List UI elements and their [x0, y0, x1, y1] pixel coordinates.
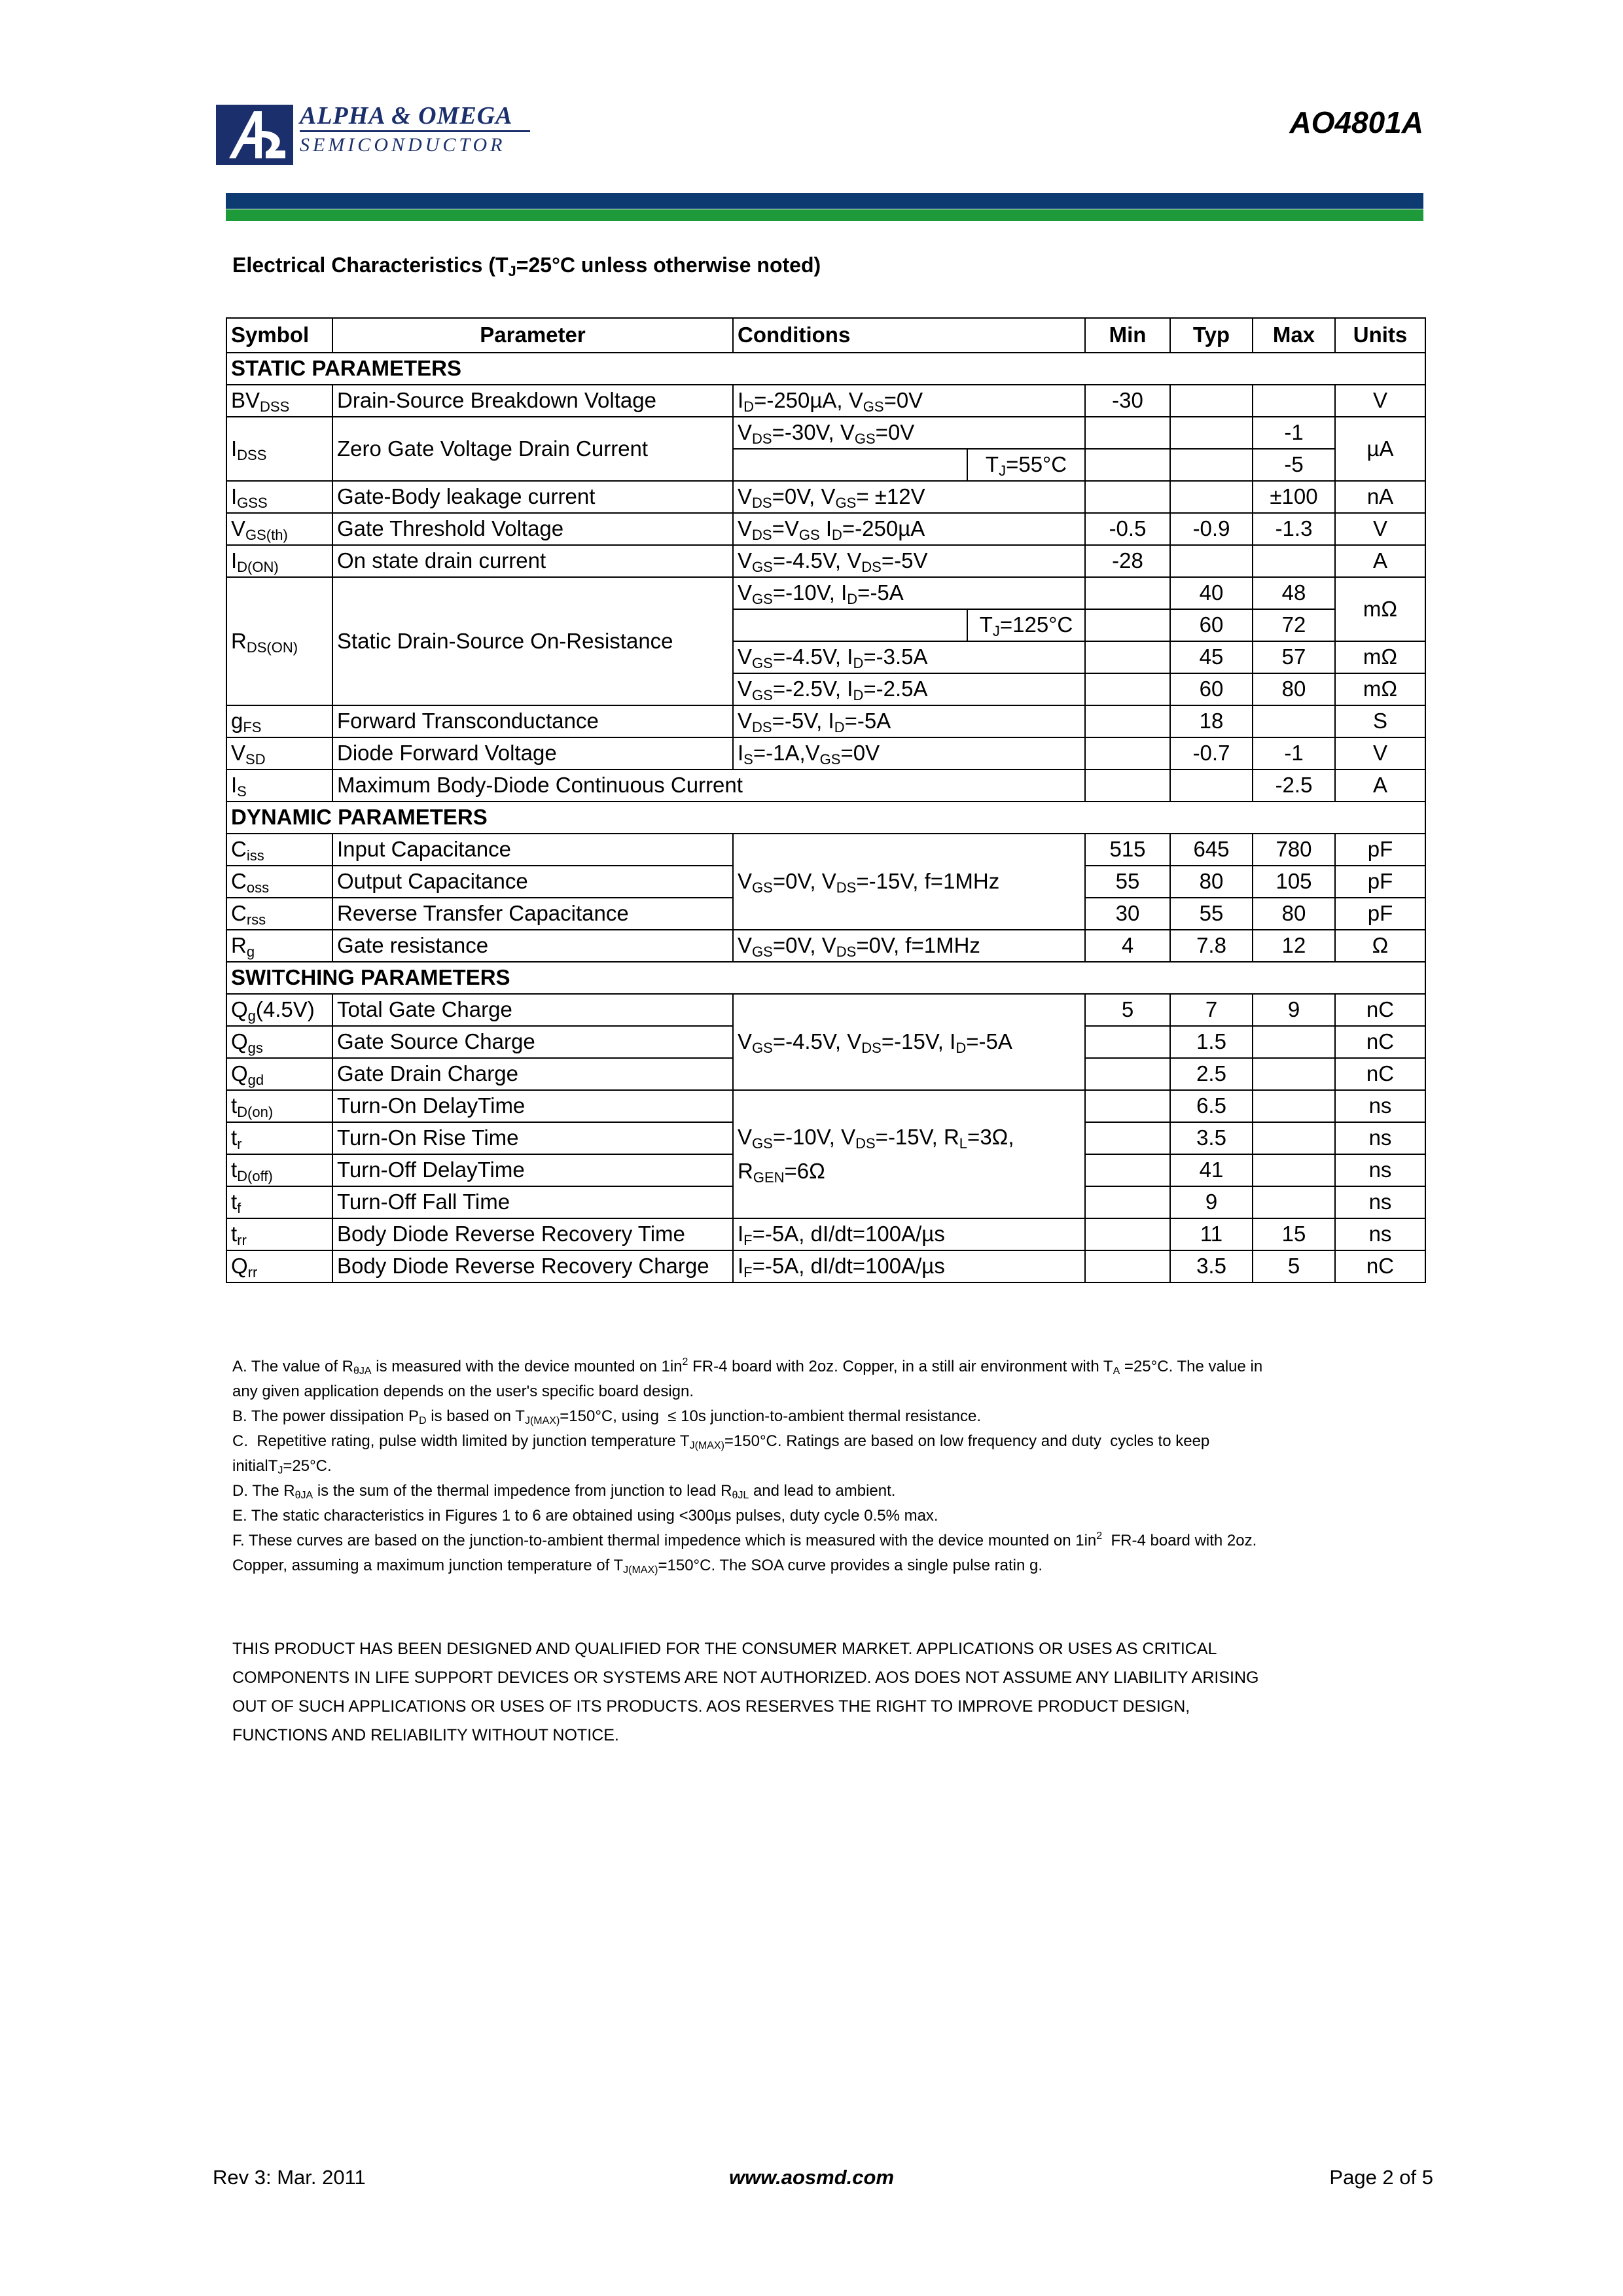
max-cell: 5 — [1253, 1250, 1335, 1282]
condition-cell: $V_{GS}=-10V$, $V_{DS}=-15V$, $R_L=3\Omega$, $R_{GEN}=6\Omega$ — [733, 1090, 1085, 1218]
unit-cell: S — [1335, 705, 1425, 737]
condition-cell: $V_{GS}=0V$, $V_{DS}=-15V$, f=1MHz — [733, 834, 1085, 930]
table-row — [226, 705, 1425, 737]
condition-cell: $T_J=55^\circ C$ — [967, 449, 1085, 481]
parameter-cell: Turn-On Rise Time — [332, 1122, 733, 1154]
max-cell: 80 — [1253, 673, 1335, 705]
min-cell — [1085, 577, 1170, 609]
table-row — [226, 417, 1425, 449]
max-cell — [1253, 1122, 1335, 1154]
typ-cell: 645 — [1170, 834, 1253, 866]
typ-cell: 11 — [1170, 1218, 1253, 1250]
unit-cell: A — [1335, 769, 1425, 802]
typ-cell: 45 — [1170, 641, 1253, 673]
symbol-cell: $V_{GS(th)}$ — [226, 513, 332, 545]
electrical-characteristics-table — [226, 317, 1426, 1283]
header-band-green — [226, 209, 1423, 221]
typ-cell — [1170, 449, 1253, 481]
parameter-cell: Turn-Off Fall Time — [332, 1186, 733, 1218]
unit-cell: pF — [1335, 834, 1425, 866]
parameter-cell: Gate-Body leakage current — [332, 481, 733, 513]
typ-cell — [1170, 385, 1253, 417]
max-cell: 57 — [1253, 641, 1335, 673]
parameter-cell: Input Capacitance — [332, 834, 733, 866]
symbol-cell: $Q_g(4.5V)$ — [226, 994, 332, 1026]
symbol-cell: $C_{iss}$ — [226, 834, 332, 866]
symbol-cell: $t_{D(off)}$ — [226, 1154, 332, 1186]
typ-cell: 2.5 — [1170, 1058, 1253, 1090]
symbol-cell: $R_{DS(ON)}$ — [226, 577, 332, 705]
min-cell: 515 — [1085, 834, 1170, 866]
parameter-cell: Drain-Source Breakdown Voltage — [332, 385, 733, 417]
note-d: D. The $R_{\theta JA}$ is the sum of the thermal impedence from junction to lead $R_{\theta JL}$ and lead to ambient. — [232, 1482, 896, 1501]
parameter-cell: Static Drain-Source On-Resistance — [332, 577, 733, 705]
note-e: E. The static characteristics in Figures 1 to 6 are obtained using <300µs pulses, duty cycle 0.5% max. — [232, 1507, 938, 1525]
parameter-cell: Body Diode Reverse Recovery Charge — [332, 1250, 733, 1282]
unit-cell: mΩ — [1335, 641, 1425, 673]
min-cell — [1085, 1154, 1170, 1186]
unit-cell: Ω — [1335, 930, 1425, 962]
parameter-cell: Forward Transconductance — [332, 705, 733, 737]
symbol-cell: $R_g$ — [226, 930, 332, 962]
alpha-omega-logo-icon — [216, 105, 293, 165]
min-cell — [1085, 1026, 1170, 1058]
condition-cell: $V_{DS}=-5V$, $I_D=-5A$ — [733, 705, 1085, 737]
min-cell — [1085, 1250, 1170, 1282]
symbol-cell: $BV_{DSS}$ — [226, 385, 332, 417]
note-f-cont: Copper, assuming a maximum junction temperature of $T_{J(MAX)}=150^\circ C$. The SOA curve provides a single pulse ratin g. — [232, 1557, 1043, 1576]
table-row — [226, 994, 1425, 1026]
table-header-row — [226, 318, 1425, 353]
max-cell — [1253, 705, 1335, 737]
footer-page-number: Page 2 of 5 — [1329, 2166, 1433, 2189]
logo-divider — [300, 130, 530, 132]
condition-blank-cell — [733, 449, 967, 481]
min-cell: -0.5 — [1085, 513, 1170, 545]
unit-cell: mΩ — [1335, 577, 1425, 641]
typ-cell: 1.5 — [1170, 1026, 1253, 1058]
header-band-blue — [226, 193, 1423, 209]
symbol-cell: $t_{D(on)}$ — [226, 1090, 332, 1122]
note-b: B. The power dissipation $P_D$ is based on $T_{J(MAX)}=150^\circ C$, using ≤ 10s junction-to-ambient thermal resistance. — [232, 1407, 982, 1426]
max-cell — [1253, 545, 1335, 577]
disclaimer-line: OUT OF SUCH APPLICATIONS OR USES OF ITS PRODUCTS. AOS RESERVES THE RIGHT TO IMPROVE PRODUCT DESIGN, — [232, 1697, 1190, 1716]
symbol-cell: $t_f$ — [226, 1186, 332, 1218]
max-cell: -1.3 — [1253, 513, 1335, 545]
typ-cell: 3.5 — [1170, 1250, 1253, 1282]
unit-cell: nA — [1335, 481, 1425, 513]
max-cell: 48 — [1253, 577, 1335, 609]
typ-cell: 55 — [1170, 898, 1253, 930]
min-cell — [1085, 1186, 1170, 1218]
note-a-cont: any given application depends on the user's specific board design. — [232, 1383, 694, 1400]
unit-cell: µA — [1335, 417, 1425, 481]
condition-cell: $I_S=-1A,V_{GS}=0V$ — [733, 737, 1085, 769]
max-cell: -1 — [1253, 417, 1335, 449]
table-row — [226, 513, 1425, 545]
parameter-cell: Gate resistance — [332, 930, 733, 962]
min-cell: 30 — [1085, 898, 1170, 930]
condition-blank-cell — [733, 609, 967, 641]
typ-cell — [1170, 417, 1253, 449]
max-cell: 12 — [1253, 930, 1335, 962]
header-typ: Typ — [1170, 318, 1253, 353]
min-cell — [1085, 481, 1170, 513]
max-cell: ±100 — [1253, 481, 1335, 513]
min-cell: 5 — [1085, 994, 1170, 1026]
condition-cell: $V_{DS}=0V$, $V_{GS}= \pm 12V$ — [733, 481, 1085, 513]
max-cell: 72 — [1253, 609, 1335, 641]
header-max: Max — [1253, 318, 1335, 353]
symbol-cell: $I_S$ — [226, 769, 332, 802]
symbol-cell: $Q_{rr}$ — [226, 1250, 332, 1282]
company-name-line1: ALPHA & OMEGA — [300, 102, 513, 130]
condition-cell: $V_{GS}=-2.5V$, $I_D=-2.5A$ — [733, 673, 1085, 705]
typ-cell: 41 — [1170, 1154, 1253, 1186]
typ-cell: 80 — [1170, 866, 1253, 898]
symbol-cell: $V_{SD}$ — [226, 737, 332, 769]
min-cell — [1085, 449, 1170, 481]
min-cell — [1085, 609, 1170, 641]
typ-cell: 60 — [1170, 673, 1253, 705]
typ-cell: 6.5 — [1170, 1090, 1253, 1122]
min-cell — [1085, 769, 1170, 802]
header-symbol: Symbol — [226, 318, 332, 353]
symbol-cell: $Q_{gd}$ — [226, 1058, 332, 1090]
table-row — [226, 385, 1425, 417]
unit-cell: ns — [1335, 1090, 1425, 1122]
company-logo — [216, 101, 543, 167]
max-cell — [1253, 1154, 1335, 1186]
note-f: F. These curves are based on the junction-to-ambient thermal impedence which is measured with the device mounted on $1in^2$ FR-4 board with 2oz. — [232, 1530, 1257, 1549]
symbol-cell: $t_r$ — [226, 1122, 332, 1154]
min-cell — [1085, 673, 1170, 705]
unit-cell: ns — [1335, 1186, 1425, 1218]
disclaimer — [232, 1634, 1410, 1750]
max-cell: 105 — [1253, 866, 1335, 898]
unit-cell: pF — [1335, 866, 1425, 898]
min-cell — [1085, 1058, 1170, 1090]
typ-cell — [1170, 481, 1253, 513]
company-name-line2: SEMICONDUCTOR — [300, 134, 506, 156]
parameter-cell: Maximum Body-Diode Continuous Current — [332, 769, 1085, 802]
typ-cell: -0.7 — [1170, 737, 1253, 769]
table-row — [226, 930, 1425, 962]
condition-cell: $I_F=-5A$, dI/dt=100A/µs — [733, 1218, 1085, 1250]
disclaimer-line: COMPONENTS IN LIFE SUPPORT DEVICES OR SYSTEMS ARE NOT AUTHORIZED. AOS DOES NOT ASSUME ANY LIABILITY ARISING — [232, 1669, 1259, 1687]
max-cell: 15 — [1253, 1218, 1335, 1250]
condition-cell: $V_{GS}=-4.5V$, $V_{DS}=-15V$, $I_D=-5A$ — [733, 994, 1085, 1090]
typ-cell: 7 — [1170, 994, 1253, 1026]
condition-cell: $V_{GS}=0V$, $V_{DS}=0V$, f=1MHz — [733, 930, 1085, 962]
header-conditions: Conditions — [733, 318, 1085, 353]
condition-cell: $V_{DS}=V_{GS}$ $I_D=-250\mu A$ — [733, 513, 1085, 545]
condition-cell: $V_{DS}=-30V$, $V_{GS}=0V$ — [733, 417, 1085, 449]
section-title: Electrical Characteristics ($T_J=25^\circ C$ unless otherwise noted) — [232, 253, 821, 279]
min-cell: 4 — [1085, 930, 1170, 962]
unit-cell: nC — [1335, 1058, 1425, 1090]
typ-cell: 40 — [1170, 577, 1253, 609]
table-row — [226, 1090, 1425, 1122]
footer-revision: Rev 3: Mar. 2011 — [213, 2166, 366, 2189]
header-units: Units — [1335, 318, 1425, 353]
section-row-switching: SWITCHING PARAMETERS — [226, 962, 1425, 994]
unit-cell: nC — [1335, 994, 1425, 1026]
note-c: C. Repetitive rating, pulse width limited by junction temperature $T_{J(MAX)}=150^\circ C$. Ratings are based on low frequency and duty cycles to keep — [232, 1432, 1210, 1451]
symbol-cell: $Q_{gs}$ — [226, 1026, 332, 1058]
max-cell — [1253, 385, 1335, 417]
parameter-cell: Turn-Off DelayTime — [332, 1154, 733, 1186]
table-row — [226, 834, 1425, 866]
min-cell — [1085, 1218, 1170, 1250]
part-number: AO4801A — [1289, 105, 1423, 139]
unit-cell: V — [1335, 513, 1425, 545]
unit-cell: A — [1335, 545, 1425, 577]
min-cell — [1085, 1122, 1170, 1154]
min-cell — [1085, 417, 1170, 449]
unit-cell: ns — [1335, 1122, 1425, 1154]
max-cell — [1253, 1186, 1335, 1218]
condition-cell: $I_F=-5A$, dI/dt=100A/µs — [733, 1250, 1085, 1282]
table-row — [226, 481, 1425, 513]
symbol-cell: $C_{rss}$ — [226, 898, 332, 930]
parameter-cell: Total Gate Charge — [332, 994, 733, 1026]
symbol-cell: $C_{oss}$ — [226, 866, 332, 898]
parameter-cell: Reverse Transfer Capacitance — [332, 898, 733, 930]
max-cell — [1253, 1026, 1335, 1058]
parameter-cell: Diode Forward Voltage — [332, 737, 733, 769]
typ-cell: -0.9 — [1170, 513, 1253, 545]
unit-cell: V — [1335, 385, 1425, 417]
max-cell — [1253, 1058, 1335, 1090]
table-row — [226, 737, 1425, 769]
max-cell: 9 — [1253, 994, 1335, 1026]
max-cell — [1253, 1090, 1335, 1122]
symbol-cell: $I_{DSS}$ — [226, 417, 332, 481]
disclaimer-line: FUNCTIONS AND RELIABILITY WITHOUT NOTICE. — [232, 1726, 619, 1744]
unit-cell: ns — [1335, 1218, 1425, 1250]
table-row — [226, 1218, 1425, 1250]
typ-cell — [1170, 545, 1253, 577]
table-row — [226, 577, 1425, 609]
min-cell: 55 — [1085, 866, 1170, 898]
parameter-cell: Gate Source Charge — [332, 1026, 733, 1058]
max-cell: 780 — [1253, 834, 1335, 866]
table-row — [226, 769, 1425, 802]
section-row-dynamic: DYNAMIC PARAMETERS — [226, 802, 1425, 834]
max-cell: -1 — [1253, 737, 1335, 769]
unit-cell: ns — [1335, 1154, 1425, 1186]
condition-cell: $V_{GS}=-10V$, $I_D=-5A$ — [733, 577, 1085, 609]
min-cell: -28 — [1085, 545, 1170, 577]
table-row — [226, 1250, 1425, 1282]
symbol-cell: $t_{rr}$ — [226, 1218, 332, 1250]
typ-cell — [1170, 769, 1253, 802]
symbol-cell: $I_{GSS}$ — [226, 481, 332, 513]
parameter-cell: Body Diode Reverse Recovery Time — [332, 1218, 733, 1250]
typ-cell: 7.8 — [1170, 930, 1253, 962]
typ-cell: 9 — [1170, 1186, 1253, 1218]
header-parameter: Parameter — [332, 318, 733, 353]
parameter-cell: Output Capacitance — [332, 866, 733, 898]
min-cell — [1085, 737, 1170, 769]
typ-cell: 3.5 — [1170, 1122, 1253, 1154]
condition-cell: $I_D=-250\mu A$, $V_{GS}=0V$ — [733, 385, 1085, 417]
min-cell — [1085, 705, 1170, 737]
footnotes — [232, 1354, 1430, 1578]
condition-cell: $V_{GS}=-4.5V$, $V_{DS}=-5V$ — [733, 545, 1085, 577]
unit-cell: mΩ — [1335, 673, 1425, 705]
parameter-cell: Gate Threshold Voltage — [332, 513, 733, 545]
max-cell: -5 — [1253, 449, 1335, 481]
symbol-cell: $g_{FS}$ — [226, 705, 332, 737]
parameter-cell: Zero Gate Voltage Drain Current — [332, 417, 733, 481]
unit-cell: pF — [1335, 898, 1425, 930]
min-cell — [1085, 1090, 1170, 1122]
section-row-static: STATIC PARAMETERS — [226, 353, 1425, 385]
unit-cell: nC — [1335, 1026, 1425, 1058]
parameter-cell: On state drain current — [332, 545, 733, 577]
max-cell: -2.5 — [1253, 769, 1335, 802]
symbol-cell: $I_{D(ON)}$ — [226, 545, 332, 577]
condition-cell: $T_J=125^\circ C$ — [967, 609, 1085, 641]
min-cell: -30 — [1085, 385, 1170, 417]
parameter-cell: Turn-On DelayTime — [332, 1090, 733, 1122]
min-cell — [1085, 641, 1170, 673]
header-min: Min — [1085, 318, 1170, 353]
condition-cell: $V_{GS}=-4.5V$, $I_D=-3.5A$ — [733, 641, 1085, 673]
max-cell: 80 — [1253, 898, 1335, 930]
parameter-cell: Gate Drain Charge — [332, 1058, 733, 1090]
unit-cell: nC — [1335, 1250, 1425, 1282]
note-c-cont: initialT$_J$=25°C. — [232, 1457, 332, 1476]
typ-cell: 18 — [1170, 705, 1253, 737]
table-row — [226, 545, 1425, 577]
typ-cell: 60 — [1170, 609, 1253, 641]
note-a: A. The value of $R_{\theta JA}$ is measured with the device mounted on $1in^2$ FR-4 board with 2oz. Copper, in a still air environment with $T_A =25^\circ C$. The value in — [232, 1356, 1263, 1377]
footer-website-link[interactable]: www.aosmd.com — [728, 2166, 895, 2189]
unit-cell: V — [1335, 737, 1425, 769]
disclaimer-line: THIS PRODUCT HAS BEEN DESIGNED AND QUALIFIED FOR THE CONSUMER MARKET. APPLICATIONS OR USES AS CRITICAL — [232, 1640, 1217, 1658]
